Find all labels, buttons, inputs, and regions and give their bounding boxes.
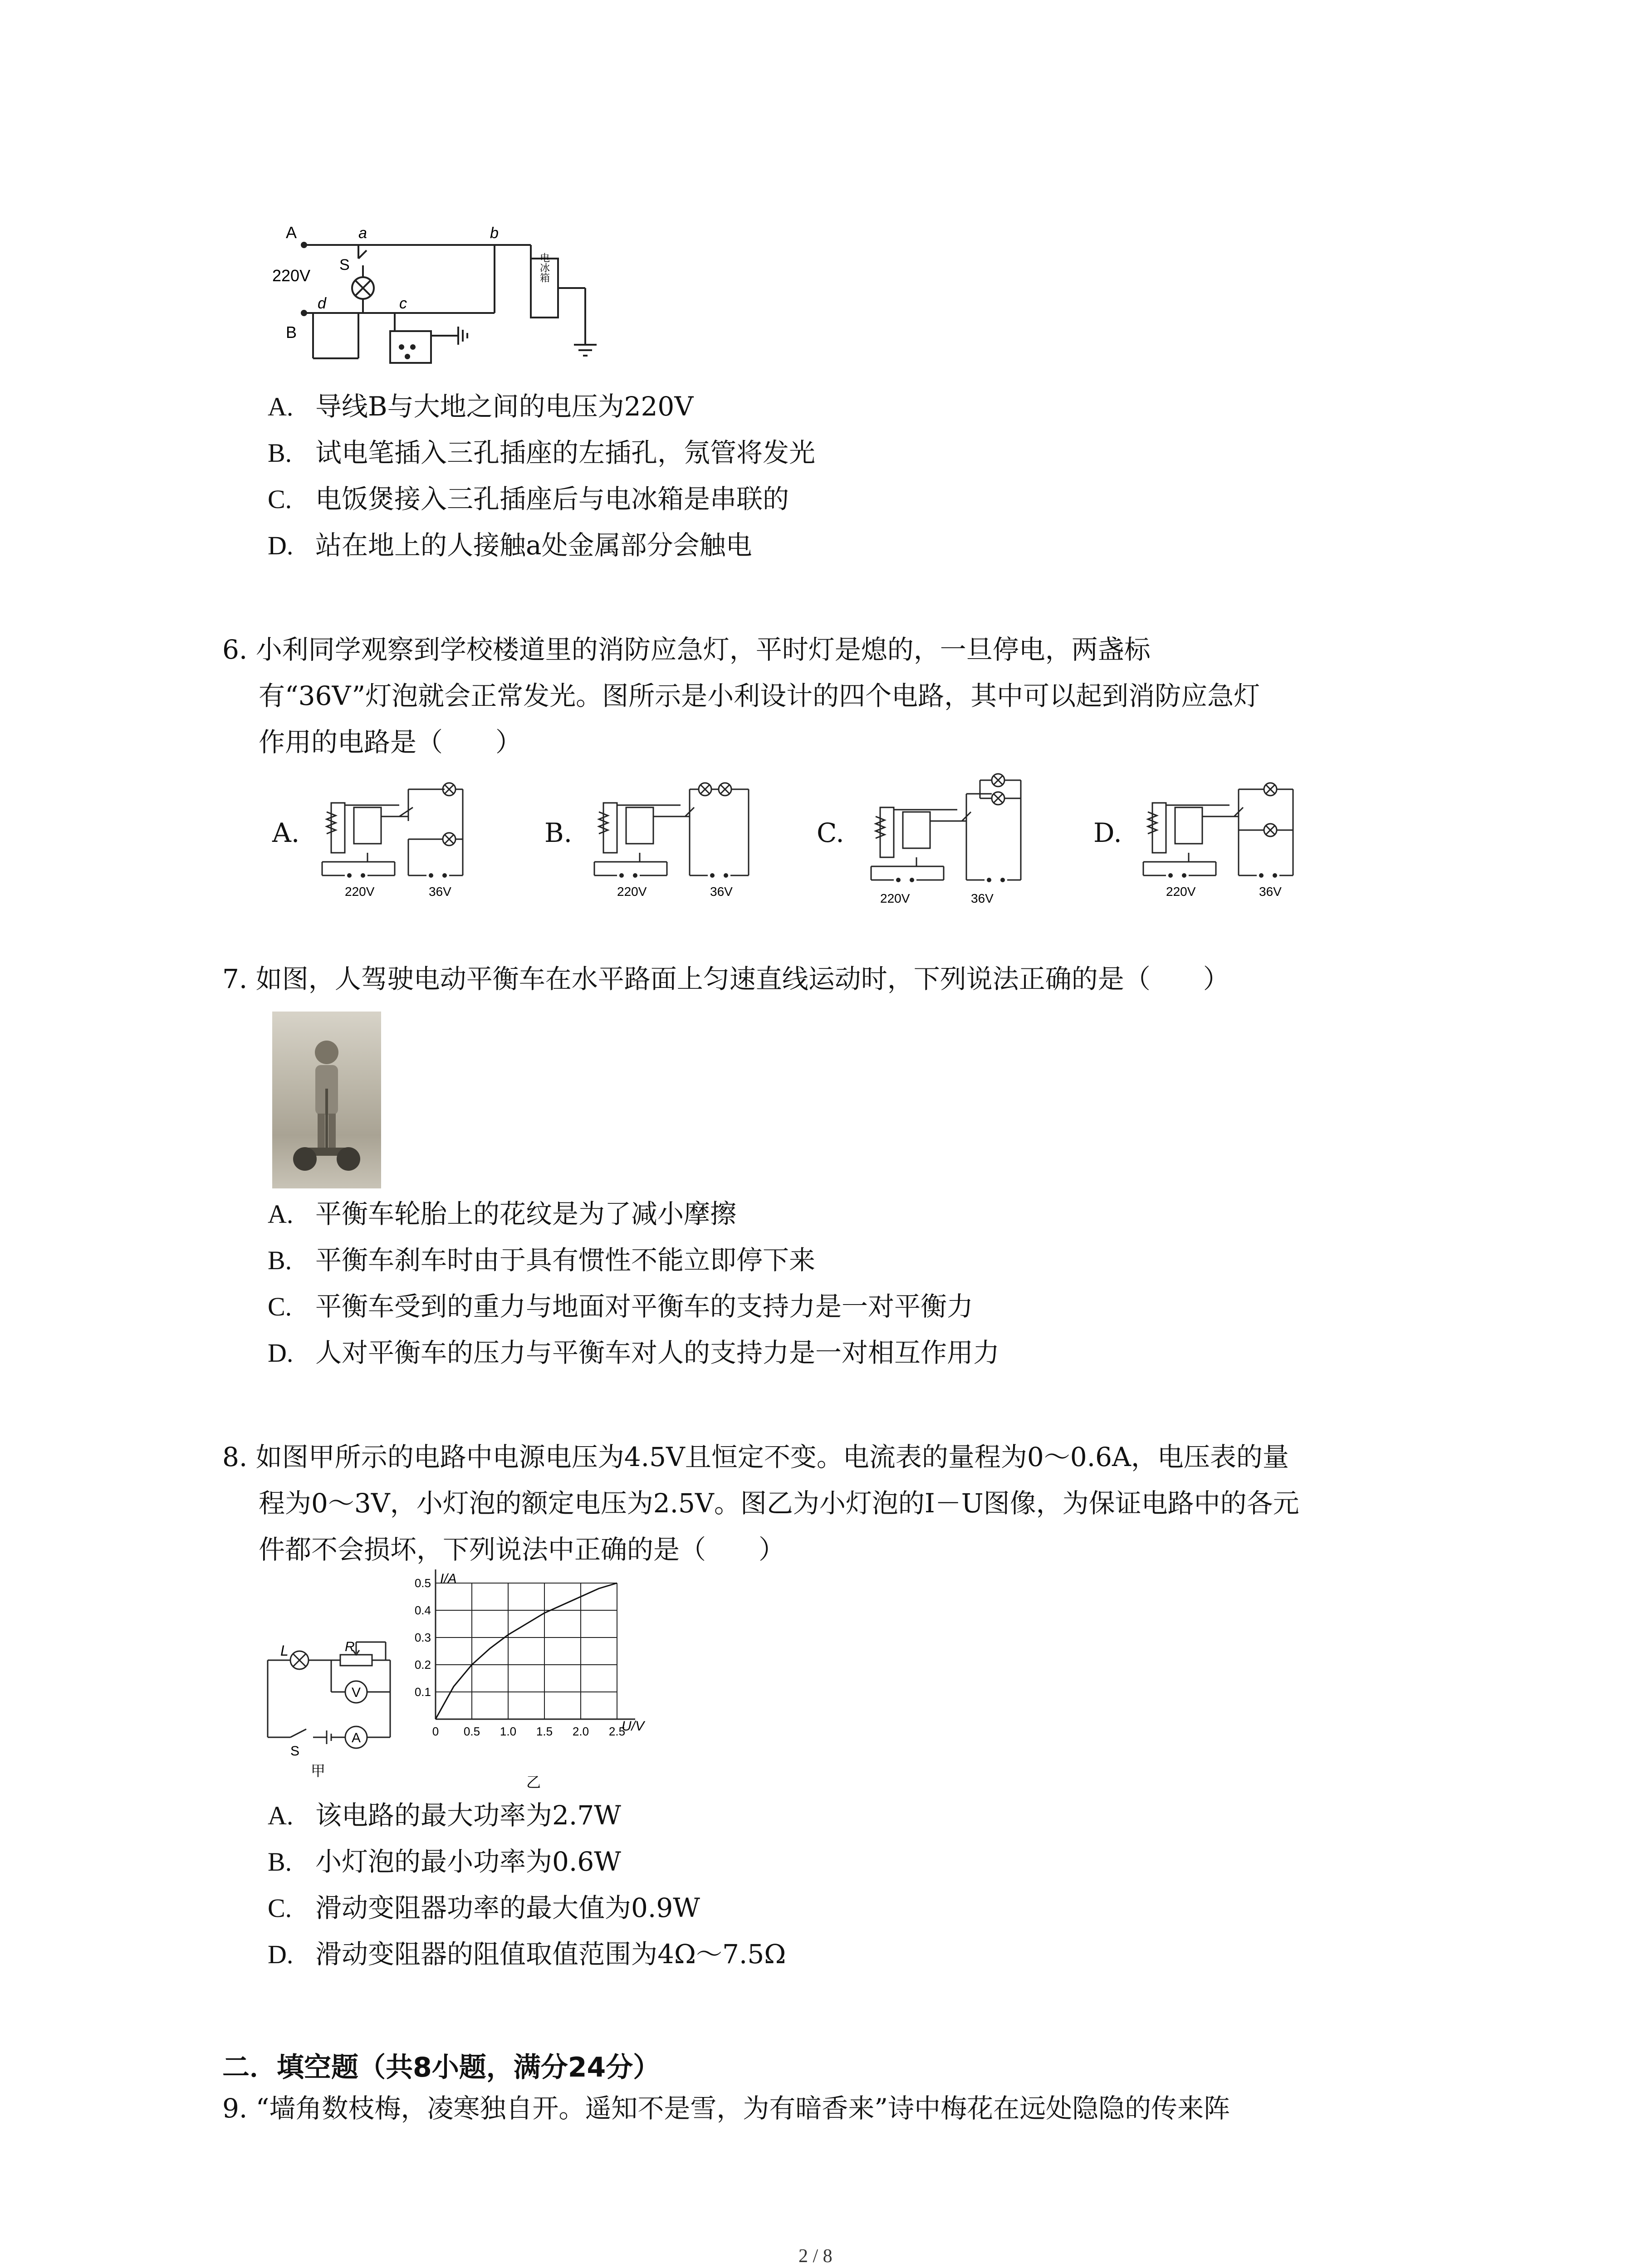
- chart-grid: [436, 1569, 635, 1719]
- q8-stem-line-3: 件都不会损坏，下列说法中正确的是（ ）: [259, 1534, 785, 1565]
- y-tick-3: 0.4: [414, 1603, 431, 1617]
- label-c: c: [399, 295, 407, 312]
- q6-b-220v: 220V: [617, 885, 647, 899]
- q6-option-c-letter[interactable]: C.: [817, 817, 844, 848]
- iu-curve: [436, 1583, 617, 1719]
- q7-balance-car-photo: [272, 1012, 381, 1188]
- q6-option-a-letter[interactable]: A.: [272, 817, 300, 848]
- q6-a-36v: 36V: [429, 885, 451, 899]
- q8-option-c[interactable]: C. 滑动变阻器功率的最大值为0.9W: [268, 1892, 700, 1923]
- x-tick-0: 0: [432, 1725, 439, 1738]
- q6-circuit-d: [1139, 771, 1320, 903]
- label-a: a: [358, 225, 367, 242]
- q6-stem-line-1: 6. 小利同学观察到学校楼道里的消防应急灯，平时灯是熄的，一旦停电，两盏标: [222, 634, 1151, 665]
- q7-option-a[interactable]: A. 平衡车轮胎上的花纹是为了减小摩擦: [268, 1198, 737, 1229]
- q8-label-L: L: [280, 1642, 289, 1659]
- y-tick-2: 0.3: [414, 1631, 431, 1644]
- q5-circuit-figure: [268, 222, 612, 372]
- label-A: A: [286, 223, 297, 242]
- q6-d-220v: 220V: [1166, 885, 1196, 899]
- q6-stem-line-2: 有“36V”灯泡就会正常发光。图所示是小利设计的四个电路，其中可以起到消防应急灯: [259, 680, 1260, 711]
- q8-iu-chart: [408, 1569, 662, 1792]
- q5-option-a[interactable]: A. 导线B与大地之间的电压为220V: [268, 391, 694, 422]
- q6-stem-line-3: 作用的电路是（ ）: [259, 727, 522, 758]
- q6-circuit-a: [318, 771, 485, 903]
- label-B: B: [286, 323, 297, 342]
- person-on-balance-car-icon: [272, 1012, 381, 1188]
- q7-stem: 7. 如图，人驾驶电动平衡车在水平路面上匀速直线运动时，下列说法正确的是（ ）: [222, 963, 1230, 994]
- q8-stem-line-2: 程为0～3V，小灯泡的额定电压为2.5V。图乙为小灯泡的I－U图像，为保证电路中的各元: [259, 1488, 1299, 1519]
- q6-circuit-b: [590, 771, 771, 903]
- y-tick-0: 0.1: [414, 1685, 431, 1699]
- label-S: S: [339, 256, 350, 274]
- q9-stem: 9. “墙角数枝梅，凌寒独自开。遥知不是雪，为有暗香来”诗中梅花在远处隐隐的传来阵: [222, 2093, 1230, 2124]
- y-tick-1: 0.2: [414, 1658, 431, 1672]
- q8-option-a[interactable]: A. 该电路的最大功率为2.7W: [268, 1800, 621, 1831]
- x-tick-1: 0.5: [463, 1725, 480, 1738]
- x-tick-4: 2.0: [572, 1725, 589, 1738]
- q8-ammeter-label: A: [351, 1730, 361, 1745]
- q8-option-d[interactable]: D. 滑动变阻器的阻值取值范围为4Ω～7.5Ω: [268, 1939, 786, 1970]
- q6-c-220v: 220V: [880, 891, 910, 905]
- chart-caption-yi: 乙: [526, 1774, 541, 1790]
- q5-option-b[interactable]: B. 试电笔插入三孔插座的左插孔，氖管将发光: [268, 437, 816, 468]
- q6-c-36v: 36V: [971, 891, 994, 905]
- q5-option-d[interactable]: D. 站在地上的人接触a处金属部分会触电: [268, 530, 752, 561]
- page-number: 2 / 8: [798, 2246, 833, 2267]
- q6-option-d-letter[interactable]: D.: [1093, 817, 1122, 848]
- q6-d-36v: 36V: [1259, 885, 1282, 899]
- x-axis-label: U/V: [622, 1719, 645, 1734]
- q8-label-S: S: [290, 1744, 300, 1759]
- q6-a-220v: 220V: [345, 885, 375, 899]
- x-tick-3: 1.5: [536, 1725, 553, 1738]
- q5-option-c[interactable]: C. 电饭煲接入三孔插座后与电冰箱是串联的: [268, 484, 789, 514]
- q8-label-R: R: [345, 1639, 355, 1654]
- q7-option-b[interactable]: B. 平衡车刹车时由于具有惯性不能立即停下来: [268, 1245, 816, 1276]
- q8-caption-jia: 甲: [311, 1763, 326, 1779]
- y-axis-label: I/A: [440, 1571, 457, 1586]
- q6-option-b-letter[interactable]: B.: [544, 817, 573, 848]
- label-220v: 220V: [272, 266, 311, 285]
- label-b: b: [490, 225, 499, 242]
- section-2-title: 二．填空题（共8小题，满分24分）: [222, 2052, 661, 2083]
- q6-circuit-c: [867, 767, 1048, 912]
- q8-circuit-figure: [263, 1633, 408, 1783]
- x-tick-2: 1.0: [500, 1725, 517, 1738]
- y-tick-4: 0.5: [414, 1576, 431, 1590]
- label-d: d: [318, 295, 326, 312]
- chart-ticks: [415, 1576, 625, 1738]
- x-tick-5: 2.5: [608, 1725, 626, 1738]
- q8-option-b[interactable]: B. 小灯泡的最小功率为0.6W: [268, 1846, 621, 1877]
- q8-voltmeter-label: V: [351, 1685, 361, 1700]
- label-fridge: 电冰箱: [539, 253, 550, 283]
- q7-option-d[interactable]: D. 人对平衡车的压力与平衡车对人的支持力是一对相互作用力: [268, 1337, 1000, 1368]
- q6-b-36v: 36V: [710, 885, 733, 899]
- q7-option-c[interactable]: C. 平衡车受到的重力与地面对平衡车的支持力是一对平衡力: [268, 1291, 974, 1322]
- q8-stem-line-1: 8. 如图甲所示的电路中电源电压为4.5V且恒定不变。电流表的量程为0～0.6A，电压表的量: [222, 1442, 1289, 1472]
